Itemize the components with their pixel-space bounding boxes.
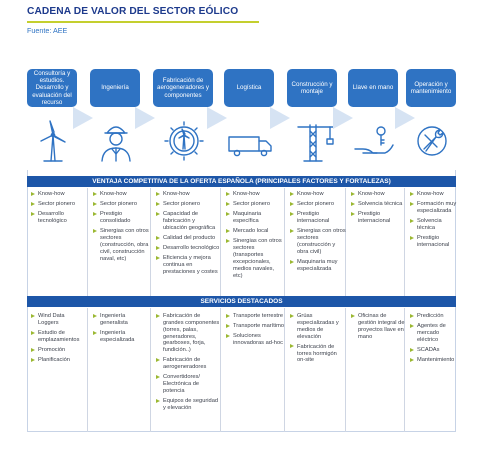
list-item: Know-how: [226, 191, 284, 198]
list-item: Sector pionero: [93, 201, 149, 208]
list-item: Oficinas de gestión integral de proyectos llave en mano: [351, 313, 405, 340]
truck-icon: [227, 119, 273, 163]
list-item: Know-how: [290, 191, 346, 198]
item-list: [290, 191, 346, 273]
list-item: Know-how: [31, 191, 86, 198]
stage-ingenieria: [90, 69, 140, 171]
gear-turbine-icon: [161, 119, 207, 163]
column-divider: [87, 188, 88, 296]
crane-icon: [290, 119, 336, 163]
list-item: Sector pionero: [156, 201, 220, 208]
list-item: Formación muy especializada: [410, 201, 458, 215]
servicios-column: [31, 313, 86, 367]
list-item: Know-how: [156, 191, 220, 198]
list-item: Sector pionero: [290, 201, 346, 208]
ventaja-column: [351, 191, 405, 228]
column-divider: [220, 308, 221, 432]
servicios-column: [290, 313, 346, 368]
list-item: Wind Data Loggers: [31, 313, 86, 327]
servicios-column: [410, 313, 458, 367]
list-item: Sector pionero: [226, 201, 284, 208]
stage-consultoria: [27, 69, 77, 171]
list-item: Capacidad de fabricación y ubicación geográfica: [156, 211, 220, 232]
list-item: Solvencia técnica: [351, 201, 405, 208]
list-item: Soluciones innovadoras ad-hoc: [226, 333, 284, 347]
item-list: [93, 313, 149, 344]
list-item: Transporte terrestre: [226, 313, 284, 320]
hand-key-icon: [351, 119, 397, 163]
list-item: Desarrollo tecnológico: [31, 211, 86, 225]
list-item: Predicción: [410, 313, 458, 320]
stage-label: Consultoría y estudios. Desarrollo y evaluación del recurso: [27, 69, 77, 107]
list-item: Maquinaria específica: [226, 211, 284, 225]
stage-label: Logística: [224, 69, 274, 107]
tools-icon: [409, 119, 455, 163]
servicios-band: SERVICIOS DESTACADOS: [27, 296, 456, 307]
list-item: Planificación: [31, 357, 86, 364]
list-item: Agentes de mercado eléctrico: [410, 323, 458, 344]
list-item: SCADAs: [410, 347, 458, 354]
stage-construccion: [287, 69, 337, 171]
item-list: [410, 313, 458, 364]
list-item: Know-how: [351, 191, 405, 198]
list-item: Fabricación de aerogeneradores: [156, 357, 220, 371]
ventaja-column: [31, 191, 86, 228]
column-divider: [150, 308, 151, 432]
item-list: [351, 191, 405, 225]
servicios-column: [226, 313, 284, 350]
stage-label: Llave en mano: [348, 69, 398, 107]
list-item: Fabricación de torres hormigón on-site: [290, 344, 346, 365]
stage-label: Construcción y montaje: [287, 69, 337, 107]
servicios-column: [156, 313, 220, 415]
item-list: [226, 191, 284, 279]
list-item: Mercado local: [226, 228, 284, 235]
list-item: Convertidores/ Electrónica de potencia: [156, 374, 220, 395]
wind-turbine-icon: [30, 119, 76, 163]
stage-fabricacion: [153, 69, 209, 171]
list-item: Promoción: [31, 347, 86, 354]
value-chain-stages: [27, 69, 456, 171]
list-item: Prestigio internacional: [351, 211, 405, 225]
servicios-column: [351, 313, 405, 344]
list-item: Sinergias con otros sectores (transportes excepcionales, medios navales, etc): [226, 238, 284, 279]
ventaja-band: VENTAJA COMPETITIVA DE LA OFERTA ESPAÑOLA (PRINCIPALES FACTORES Y FORTALEZAS): [27, 176, 456, 187]
list-item: Know-how: [410, 191, 458, 198]
list-item: Prestigio internacional: [410, 235, 458, 249]
flow-arrow: [135, 107, 155, 129]
list-item: Mantenimiento: [410, 357, 458, 364]
item-list: [31, 191, 86, 225]
item-list: [290, 313, 346, 364]
ventaja-column: [93, 191, 149, 266]
page-title: CADENA DE VALOR DEL SECTOR EÓLICO: [27, 6, 239, 17]
list-item: Equipos de seguridad y elevación: [156, 398, 220, 412]
ventaja-column: [156, 191, 220, 279]
column-divider: [284, 308, 285, 432]
list-item: Solvencia técnica: [410, 218, 458, 232]
item-list: [93, 191, 149, 262]
list-item: Prestigio internacional: [290, 211, 346, 225]
item-list: [410, 191, 458, 249]
column-divider: [87, 308, 88, 432]
stage-label: Fabricación de aerogeneradores y componentes: [153, 69, 213, 107]
servicios-column: [93, 313, 149, 347]
source-label: Fuente: AEE: [27, 26, 68, 35]
column-divider: [284, 188, 285, 296]
ventaja-column: [410, 191, 458, 252]
list-item: Ingeniería especializada: [93, 330, 149, 344]
stage-llave: [348, 69, 398, 171]
stage-label: Operación y mantenimiento: [406, 69, 456, 107]
list-item: Ingeniería generalista: [93, 313, 149, 327]
item-list: [351, 313, 405, 340]
list-item: Sinergias con otros sectores (construcción y obra civil): [290, 228, 346, 255]
item-list: [156, 313, 220, 412]
list-item: Desarrollo tecnológico: [156, 245, 220, 252]
column-divider: [220, 188, 221, 296]
list-item: Prestigio consolidado: [93, 211, 149, 225]
list-item: Eficiencia y mejora continua en prestaciones y costes: [156, 255, 220, 276]
list-item: Maquinaria muy especializada: [290, 259, 346, 273]
list-item: Grúas especializadas y medios de elevación: [290, 313, 346, 340]
ventaja-column: [226, 191, 284, 283]
stage-logistica: [224, 69, 274, 171]
item-list: [226, 313, 284, 347]
list-item: Calidad del producto: [156, 235, 220, 242]
column-divider: [150, 188, 151, 296]
list-item: Estudio de emplazamientos: [31, 330, 86, 344]
ventaja-column: [290, 191, 346, 276]
item-list: [156, 191, 220, 276]
engineer-icon: [93, 119, 139, 163]
list-item: Fabricación de grandes componentes (torres, palas, generadores, gearboxes, forja, fundición..): [156, 313, 220, 354]
list-item: Sector pionero: [31, 201, 86, 208]
list-item: Sinergias con otros sectores (construcción, obra civil, construcción naval, etc): [93, 228, 149, 262]
stage-label: Ingeniería: [90, 69, 140, 107]
title-underline: [27, 21, 259, 23]
list-item: Transporte marítimo: [226, 323, 284, 330]
stage-operacion: [406, 69, 456, 171]
item-list: [31, 313, 86, 364]
list-item: Know-how: [93, 191, 149, 198]
